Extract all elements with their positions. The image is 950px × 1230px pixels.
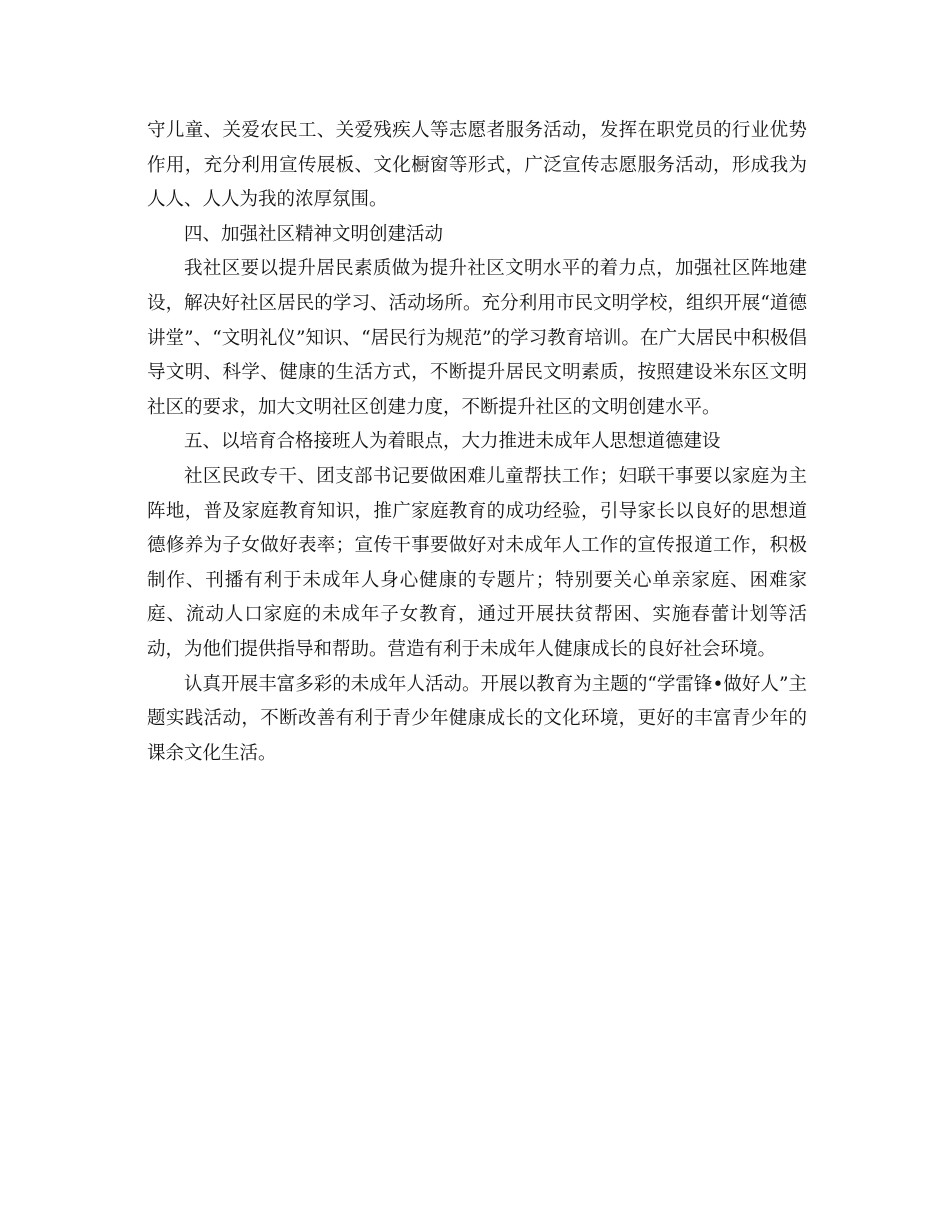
paragraph-minors-support: 社区民政专干、团支部书记要做困难儿童帮扶工作；妇联干事要以家庭为主阵地，普及家庭教育知识，推广家庭教育的成功经验，引导家长以良好的思想道德修养为子女做好表率；宣传干事要做好对未成年人工作的宣传报道工作，积极制作、刊播有利于未成年人身心健康的专题片；特别要关心单亲家庭、困难家庭、流动人口家庭的未成年子女教育，通过开展扶贫帮困、实施春蕾计划等活动，为他们提供指导和帮助。营造有利于未成年人健康成长的良好社会环境。 (147, 465, 807, 660)
paragraph-minors-activities: 认真开展丰富多彩的未成年人活动。开展以教育为主题的“学雷锋•做好人”主题实践活动，不断改善有利于青少年健康成长的文化环境，更好的丰富青少年的课余文化生活。 (147, 673, 807, 764)
document-body (147, 114, 807, 771)
section-heading-four: 四、加强社区精神文明创建活动 (184, 223, 444, 245)
section-heading-five: 五、以培育合格接班人为着眼点，大力推进未成年人思想道德建设 (184, 431, 721, 453)
paragraph-continued: 守儿童、关爱农民工、关爱残疾人等志愿者服务活动，发挥在职党员的行业优势作用，充分利用宣传展板、文化橱窗等形式，广泛宣传志愿服务活动，形成我为人人、人人为我的浓厚氛围。 (147, 120, 807, 211)
paragraph-community-civilization: 我社区要以提升居民素质做为提升社区文明水平的着力点，加强社区阵地建设，解决好社区居民的学习、活动场所。充分利用市民文明学校，组织开展“道德讲堂”、“文明礼仪”知识、“居民行为规范”的学习教育培训。在广大居民中积极倡导文明、科学、健康的生活方式，不断提升居民文明素质，按照建设米东区文明社区的要求，加大文明社区创建力度，不断提升社区的文明创建水平。 (147, 258, 807, 418)
